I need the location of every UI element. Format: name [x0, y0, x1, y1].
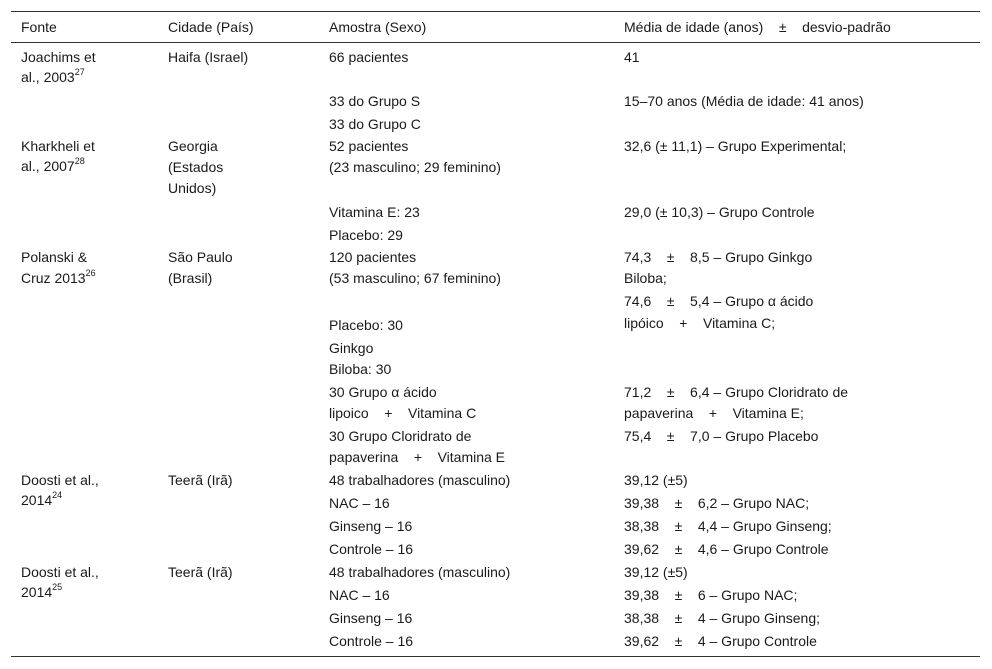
cidade-cell: Teerã (Irã) — [168, 564, 233, 580]
media-cell: Biloba; — [624, 270, 667, 286]
cidade-cell: Haifa (Israel) — [168, 49, 249, 65]
amostra-cell: NAC – 16 — [329, 587, 390, 603]
amostra-cell: NAC – 16 — [329, 495, 390, 511]
fonte-cell: 2014$^{25}$ — [21, 582, 63, 600]
fonte-cell: Polanski & — [21, 249, 88, 265]
fonte-cell: Doosti et al., — [21, 564, 99, 580]
fonte-cell: Kharkheli et — [21, 138, 95, 154]
media-cell: 15–70 anos (Média de idade: 41 anos) — [624, 93, 864, 109]
media-cell: 75,4 ± 7,0 – Grupo Placebo — [624, 428, 819, 444]
reference-number: 24 — [52, 490, 63, 501]
media-cell: 39,12 (±5) — [624, 564, 688, 580]
amostra-cell: lipoico + Vitamina C — [329, 405, 477, 421]
cidade-cell: (Estados — [168, 159, 224, 175]
media-cell: 39,12 (±5) — [624, 472, 688, 488]
amostra-cell: 52 pacientes — [329, 138, 409, 154]
amostra-cell: 48 trabalhadores (masculino) — [329, 564, 511, 580]
media-cell: 74,3 ± 8,5 – Grupo Ginkgo — [624, 249, 813, 265]
fonte-cell: Cruz 2013$^{26}$ — [21, 268, 96, 286]
media-cell: 39,38 ± 6,2 – Grupo NAC; — [624, 495, 810, 511]
fonte-cell: al., 2003$^{27}$ — [21, 67, 85, 85]
amostra-cell: 33 do Grupo S — [329, 93, 421, 109]
bottom-rule — [11, 656, 980, 657]
amostra-cell: Controle – 16 — [329, 633, 414, 649]
amostra-cell: 48 trabalhadores (masculino) — [329, 472, 511, 488]
media-cell: 38,38 ± 4,4 – Grupo Ginseng; — [624, 518, 832, 534]
amostra-cell: (53 masculino; 67 feminino) — [329, 270, 501, 286]
header-cidade: Cidade (País) — [168, 19, 254, 35]
amostra-cell: 30 Grupo Cloridrato de — [329, 428, 472, 444]
amostra-cell: 120 pacientes — [329, 249, 417, 265]
media-cell: 39,38 ± 6 – Grupo NAC; — [624, 587, 798, 603]
fonte-cell: 2014$^{24}$ — [21, 490, 63, 508]
amostra-cell: 30 Grupo α ácido — [329, 384, 437, 400]
reference-number: 25 — [52, 582, 63, 593]
amostra-cell: Vitamina E: 23 — [329, 204, 420, 220]
media-cell: 74,6 ± 5,4 – Grupo α ácido — [624, 293, 814, 309]
cidade-cell: (Brasil) — [168, 270, 213, 286]
fonte-cell: Doosti et al., — [21, 472, 99, 488]
fonte-cell: Joachims et — [21, 49, 96, 65]
media-cell: 32,6 (± 11,1) – Grupo Experimental; — [624, 138, 847, 154]
amostra-cell: 66 pacientes — [329, 49, 409, 65]
reference-number: 26 — [85, 268, 96, 279]
amostra-cell: Controle – 16 — [329, 541, 414, 557]
cidade-cell: São Paulo — [168, 249, 233, 265]
amostra-cell: papaverina + Vitamina E — [329, 449, 506, 465]
header-fonte: Fonte — [21, 19, 57, 35]
media-cell: 71,2 ± 6,4 – Grupo Cloridrato de — [624, 384, 849, 400]
header-rule — [11, 42, 980, 43]
media-cell: lipóico + Vitamina C; — [624, 315, 776, 331]
reference-number: 28 — [74, 156, 85, 167]
amostra-cell: Placebo: 30 — [329, 317, 403, 333]
top-rule — [11, 11, 980, 12]
cidade-cell: Teerã (Irã) — [168, 472, 233, 488]
cidade-cell: Georgia — [168, 138, 218, 154]
media-cell: 29,0 (± 10,3) – Grupo Controle — [624, 204, 815, 220]
media-cell: 39,62 ± 4 – Grupo Controle — [624, 633, 817, 649]
reference-number: 27 — [74, 67, 85, 78]
media-cell: 39,62 ± 4,6 – Grupo Controle — [624, 541, 829, 557]
amostra-cell: Ginkgo — [329, 340, 374, 356]
media-cell: papaverina + Vitamina E; — [624, 405, 804, 421]
media-cell: 41 — [624, 49, 640, 65]
fonte-cell: al., 2007$^{28}$ — [21, 156, 85, 174]
amostra-cell: 33 do Grupo C — [329, 116, 421, 132]
amostra-cell: Ginseng – 16 — [329, 518, 413, 534]
header-amostra: Amostra (Sexo) — [329, 19, 427, 35]
cidade-cell: Unidos) — [168, 180, 217, 196]
amostra-cell: Biloba: 30 — [329, 361, 392, 377]
amostra-cell: (23 masculino; 29 feminino) — [329, 159, 501, 175]
amostra-cell: Ginseng – 16 — [329, 610, 413, 626]
media-cell: 38,38 ± 4 – Grupo Ginseng; — [624, 610, 821, 626]
amostra-cell: Placebo: 29 — [329, 227, 403, 243]
header-media: Média de idade (anos) ± desvio-padrão — [624, 19, 891, 35]
